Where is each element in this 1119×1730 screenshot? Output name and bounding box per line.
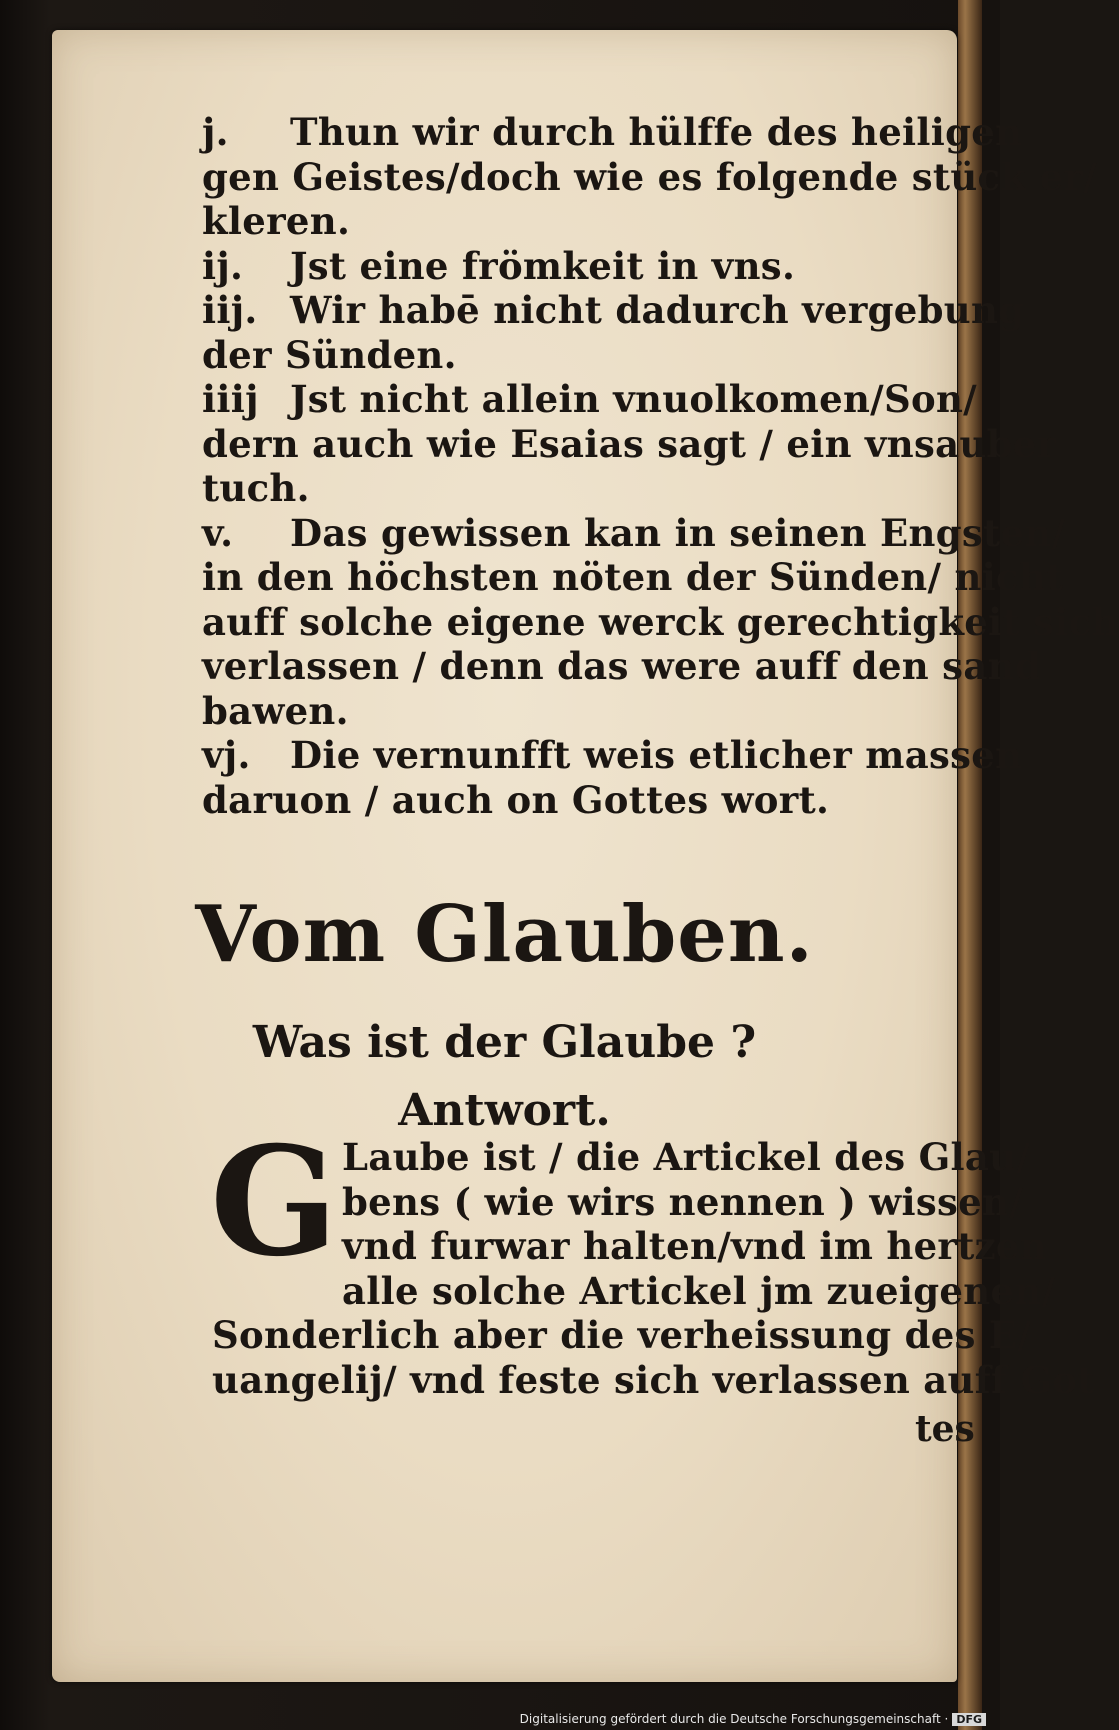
line-text: verlassen / denn das were auff den sand xyxy=(202,644,1041,688)
line-text: Jst nicht allein vnuolkomen/Son/ xyxy=(290,377,977,421)
line-number: vj. xyxy=(202,733,251,777)
text-line xyxy=(202,778,962,823)
text-line: uangelij/ vnd feste sich verlassen auff Got xyxy=(212,1357,1095,1402)
line-number: v. xyxy=(202,510,234,555)
line-text: gen Geistes/doch wie es folgende stück er/ xyxy=(202,154,1097,199)
line-number: iij. xyxy=(202,288,258,332)
line-number: j. xyxy=(202,110,229,154)
credit-text: Digitalisierung gefördert durch die Deutsche Forschungsgemeinschaft · xyxy=(519,1712,949,1726)
line-text: kleren. xyxy=(202,199,351,243)
text-line xyxy=(202,244,962,289)
line-text: tuch. xyxy=(202,466,310,510)
text-line xyxy=(202,333,962,378)
section-heading: Vom Glauben. xyxy=(195,889,814,980)
text-line: Sonderlich aber die verheissung des E/ xyxy=(212,1313,1032,1357)
dfg-logo: DFG xyxy=(952,1713,986,1726)
text-line xyxy=(202,110,1023,155)
text-line xyxy=(202,288,1025,333)
text-line xyxy=(202,199,962,244)
text-line xyxy=(202,644,1041,689)
line-text: bawen. xyxy=(202,688,349,733)
line-number: iiij xyxy=(202,377,259,421)
line-text: Thun wir durch hülffe des heiligen xyxy=(290,110,1023,154)
text-line: vnd furwar halten/vnd im hertzen xyxy=(342,1224,1047,1268)
line-text: der Sünden. xyxy=(202,332,457,377)
text-line xyxy=(202,555,1064,600)
text-line xyxy=(202,510,1066,556)
line-text: Das gewissen kan in seinen Engsten/ xyxy=(290,510,1066,555)
text-line xyxy=(202,154,1097,200)
text-line: bens ( wie wirs nennen ) wissen/ xyxy=(342,1179,1023,1224)
text-line: alle solche Artickel jm zueigenen/ xyxy=(342,1268,1056,1313)
answer-paragraph xyxy=(210,1114,1095,1402)
decorative-initial: G xyxy=(210,1114,339,1290)
line-number: ij. xyxy=(202,243,244,288)
line-text: dern auch wie Esaias sagt / ein vnsauber xyxy=(202,421,1057,466)
answer-heading: Antwort. xyxy=(398,1085,611,1136)
text-line xyxy=(202,377,977,422)
question-heading: Was ist der Glaube ? xyxy=(252,1017,757,1068)
line-text: Die vernunfft weis etlicher massen xyxy=(290,733,1023,777)
text-line xyxy=(202,421,1057,467)
catchword: tes xyxy=(915,1408,975,1450)
text-line xyxy=(202,733,1023,778)
line-text: in den höchsten nöten der Sünden/ nicht xyxy=(202,555,1064,599)
digitization-credit xyxy=(520,1712,986,1726)
body-text xyxy=(202,110,1119,822)
line-text: daruon / auch on Gottes wort. xyxy=(202,777,830,822)
line-text: Jst eine frömkeit in vns. xyxy=(290,243,796,288)
line-text: Wir habē nicht dadurch vergebung xyxy=(290,288,1025,332)
line-text: auff solche eigene werck gerechtigkeit sich xyxy=(202,599,1119,644)
text-line xyxy=(202,466,962,511)
text-line xyxy=(202,689,962,734)
text-line: Laube ist / die Artickel des Glau/ xyxy=(342,1135,1031,1179)
text-line xyxy=(202,599,1119,645)
